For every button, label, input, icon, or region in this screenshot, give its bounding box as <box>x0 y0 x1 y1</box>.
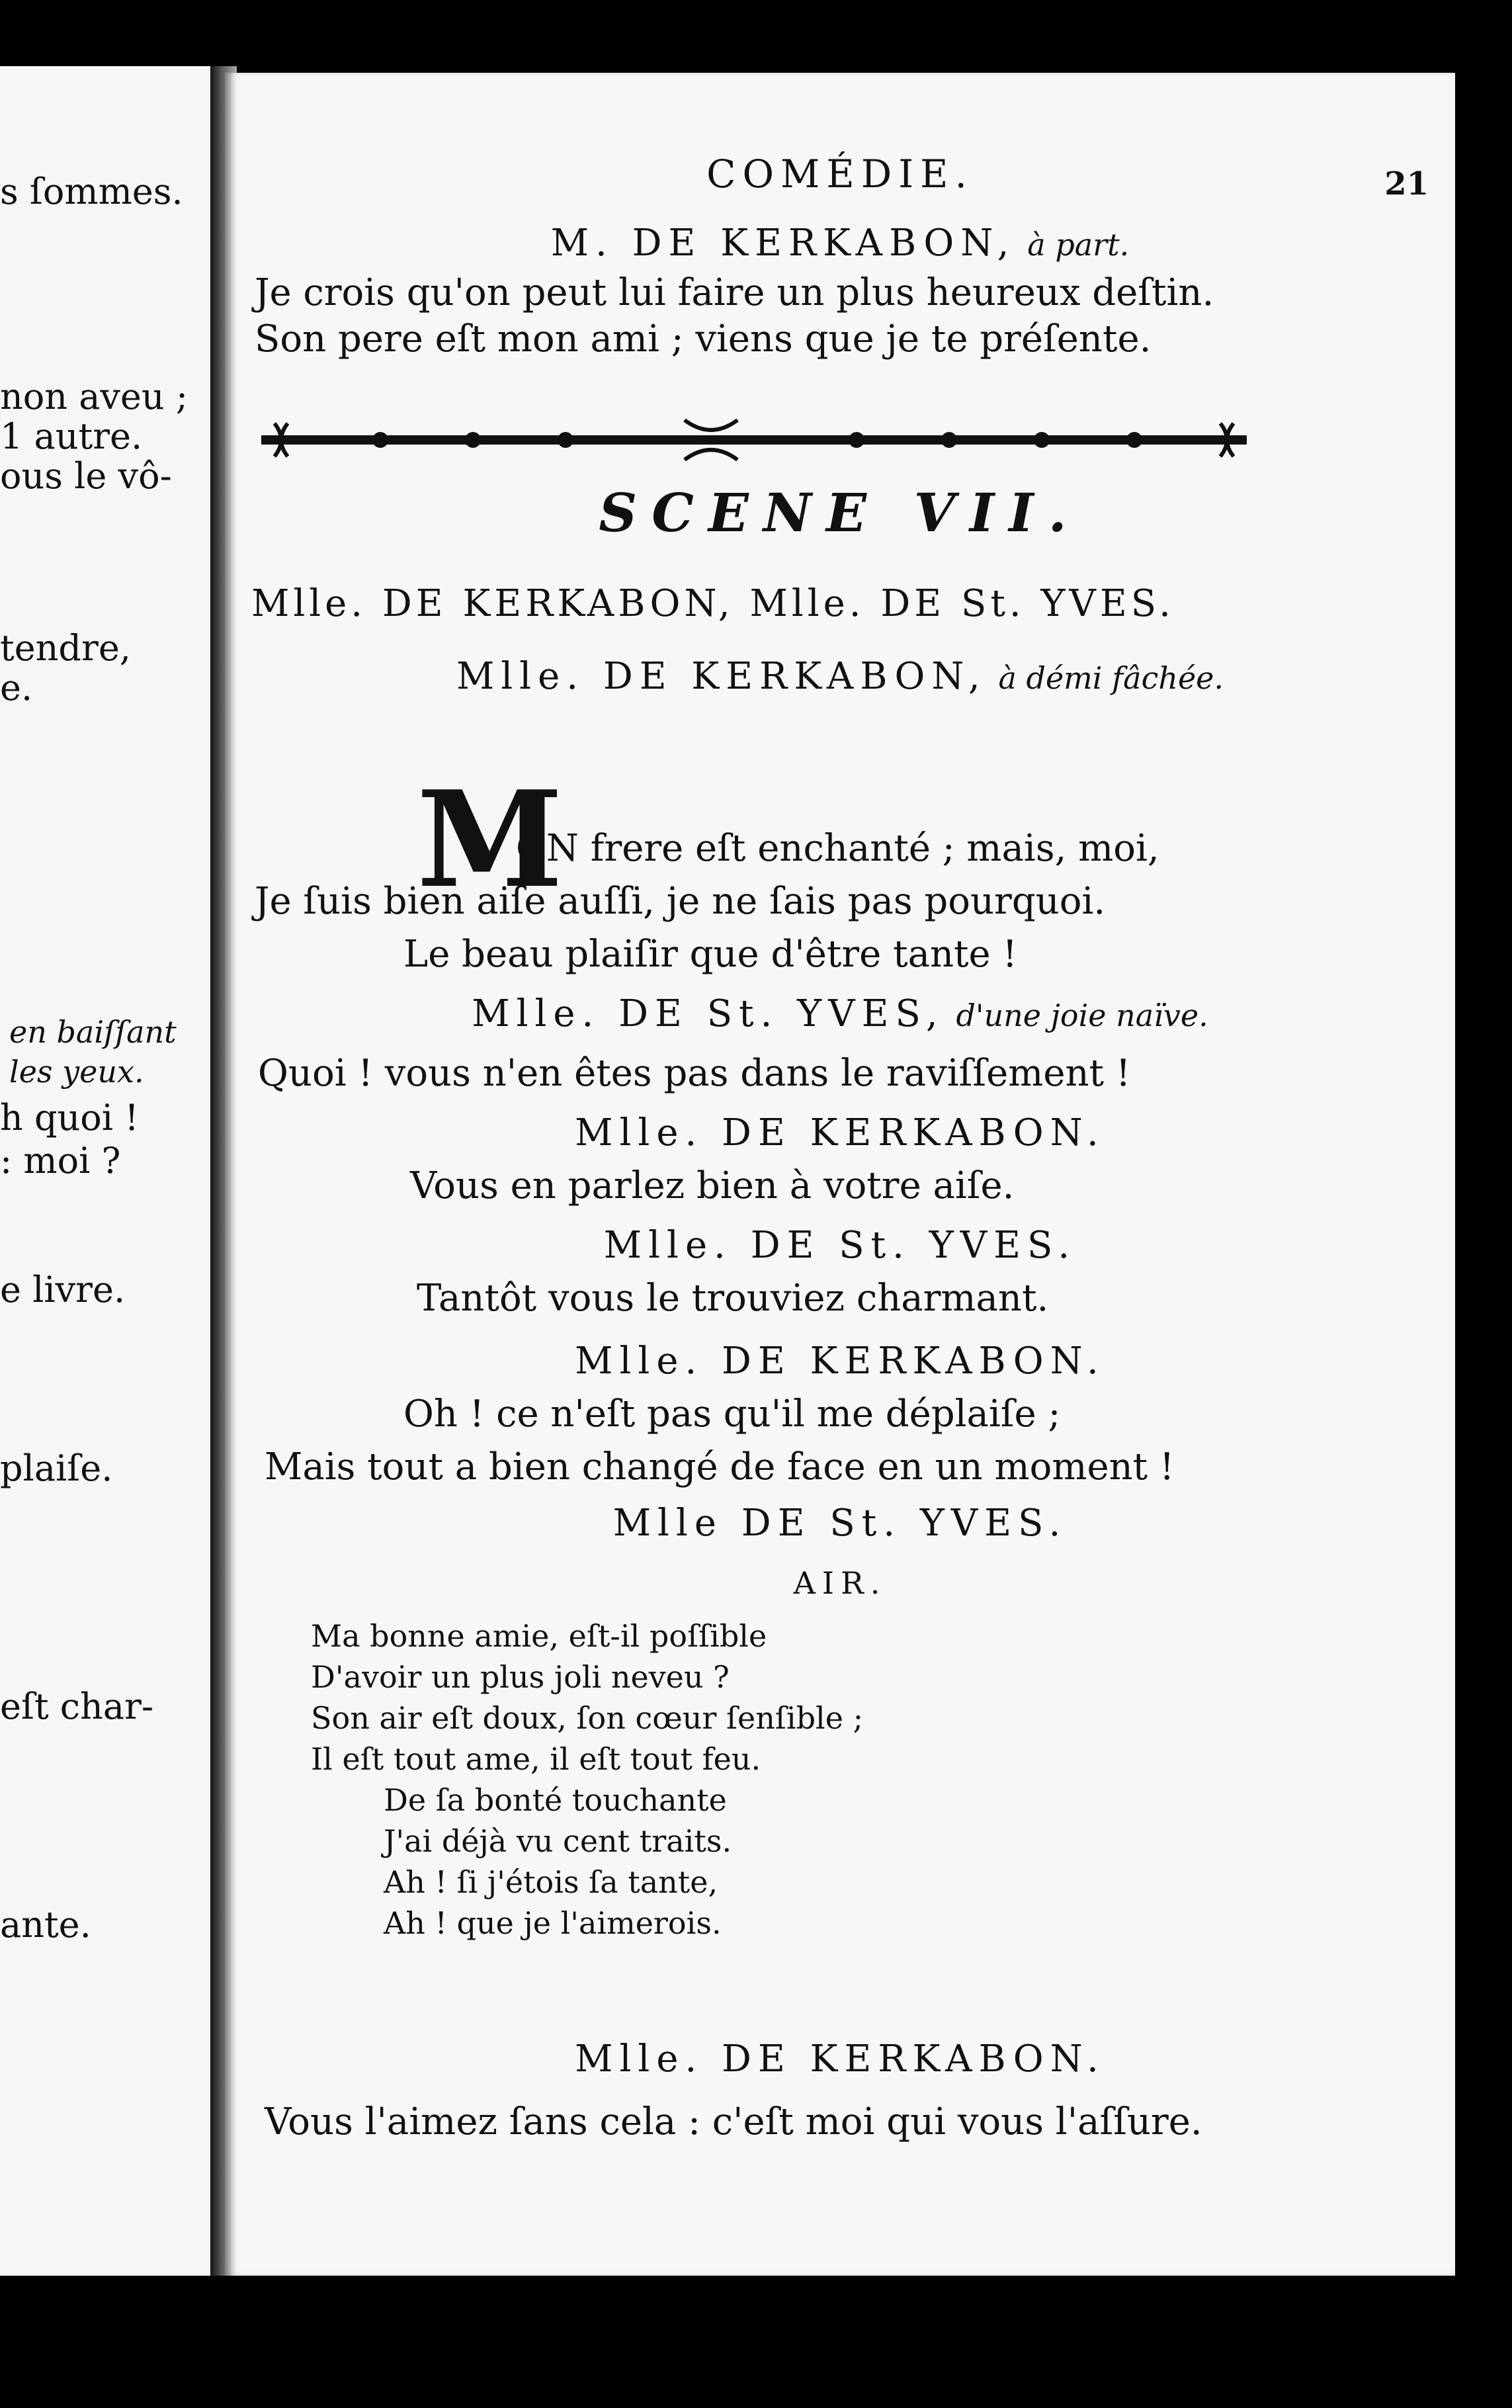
left-page-line: ous le vô- <box>0 455 172 497</box>
speaker-name: Mlle. DE KERKABON. <box>575 1111 1105 1154</box>
speaker-name: Mlle. DE KERKABON. <box>575 2038 1105 2081</box>
air-verse-line: D'avoir un plus joli neveu ? <box>311 1659 730 1695</box>
left-page-line: les yeux. <box>9 1054 144 1090</box>
air-verse-line: Son air eſt doux, ſon cœur ſenſible ; <box>311 1700 864 1736</box>
stage-direction: à démi fâchée. <box>998 660 1224 696</box>
cast-list: Mlle. DE KERKABON, Mlle. DE St. YVES. <box>251 582 1175 625</box>
scene-heading: SCENE VII. <box>599 482 1081 544</box>
main-page <box>225 73 1455 2276</box>
left-page-line: tendre, <box>0 627 131 669</box>
speaker-line <box>225 992 1455 1037</box>
ornamental-divider <box>261 410 1247 470</box>
page-number: 21 <box>1384 165 1429 202</box>
speaker-name: Mlle. DE St. YVES. <box>603 1224 1077 1267</box>
left-page-line: s ſommes. <box>0 171 183 212</box>
verse-line: Vous l'aimez ſans cela : c'eſt moi qui vous l'aſſure. <box>265 2100 1202 2143</box>
left-page-line: non aveu ; <box>0 376 189 417</box>
speaker-name: Mlle. DE KERKABON. <box>575 1340 1105 1383</box>
speaker-name: Mlle. DE St. YVES, <box>472 992 945 1035</box>
running-head: COMÉDIE. <box>706 151 974 196</box>
verse-line: Je crois qu'on peut lui faire un plus heureux deſtin. <box>255 271 1214 314</box>
speaker-name: Mlle. DE KERKABON, <box>456 655 987 698</box>
left-page-line: eſt char- <box>0 1686 154 1727</box>
air-verse-line: De ſa bonté touchante <box>384 1782 727 1818</box>
drop-cap: M <box>417 762 564 918</box>
verse-line: Son pere eſt mon ami ; viens que je te préſente. <box>255 318 1152 361</box>
left-page-line: : moi ? <box>0 1140 121 1182</box>
air-verse-line: Ah ! ſi j'étois ſa tante, <box>384 1864 718 1900</box>
air-verse-line: Ah ! que je l'aimerois. <box>384 1905 722 1941</box>
air-heading: AIR. <box>793 1565 887 1601</box>
speaker-name: M. DE KERKABON, <box>550 222 1016 265</box>
verse-line: Tantôt vous le trouviez charmant. <box>417 1277 1049 1320</box>
verse-line: Le beau plaiſir que d'être tante ! <box>403 933 1017 976</box>
verse-line: Vous en parlez bien à votre aiſe. <box>410 1164 1015 1207</box>
verse-line: Mais tout a bien changé de face en un moment ! <box>265 1445 1175 1488</box>
verse-line: Je ſuis bien aiſe auſſi, je ne ſais pas pourquoi. <box>255 880 1106 923</box>
left-page-line: en baiſſant <box>9 1014 177 1050</box>
left-page-line: e. <box>0 667 33 709</box>
air-verse-line: J'ai déjà vu cent traits. <box>384 1823 732 1859</box>
speaker-line <box>225 222 1455 267</box>
left-page-fragment <box>0 66 210 2276</box>
left-page-line: 1 autre. <box>0 415 143 457</box>
verse-line: Oh ! ce n'eſt pas qu'il me déplaiſe ; <box>403 1393 1061 1436</box>
verse-line: ON frere eſt enchanté ; mais, moi, <box>516 827 1159 870</box>
left-page-line: plaiſe. <box>0 1447 113 1489</box>
air-verse-line: Ma bonne amie, eſt-il poſſible <box>311 1618 767 1654</box>
stage-direction: d'une joie naïve. <box>956 998 1208 1033</box>
left-page-line: e livre. <box>0 1269 126 1311</box>
speaker-name: Mlle DE St. YVES. <box>612 1502 1068 1545</box>
verse-line: Quoi ! vous n'en êtes pas dans le raviſſement ! <box>258 1052 1131 1095</box>
stage-direction: à part. <box>1027 227 1130 263</box>
air-verse-line: Il eſt tout ame, il eſt tout feu. <box>311 1741 761 1777</box>
left-page-line: h quoi ! <box>0 1097 139 1139</box>
left-page-line: ante. <box>0 1904 91 1946</box>
speaker-line <box>225 655 1455 700</box>
